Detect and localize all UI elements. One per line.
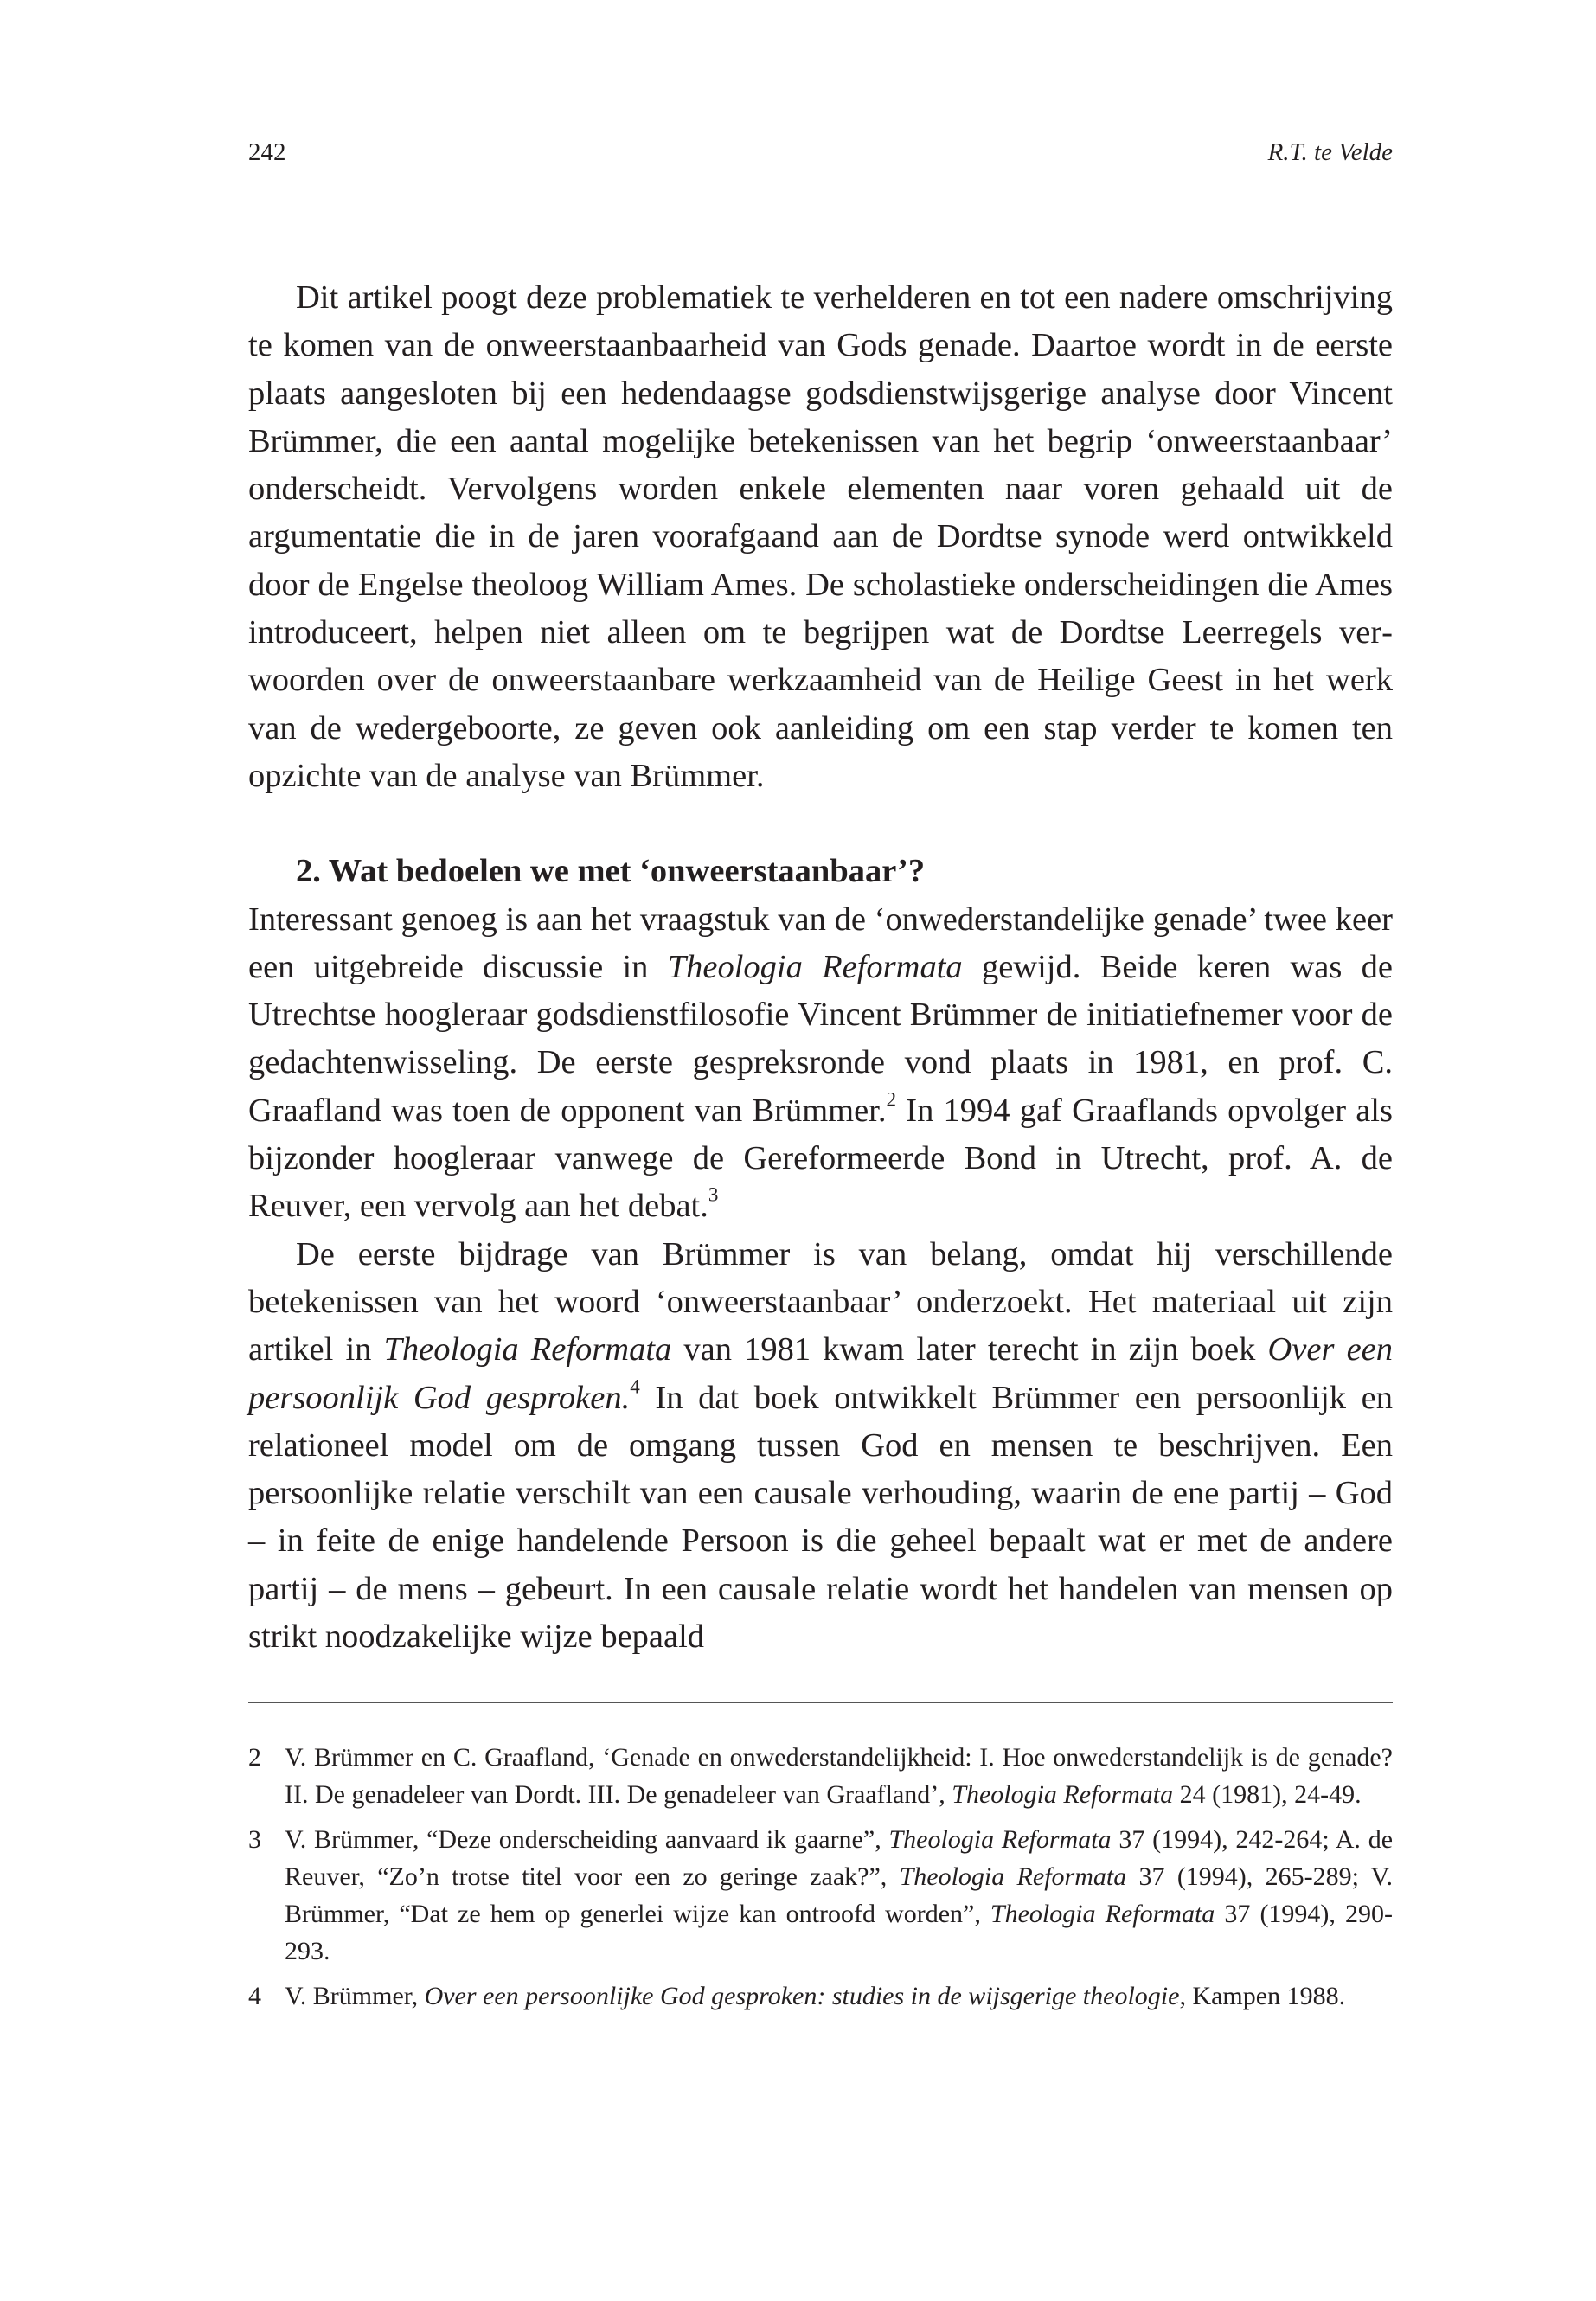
text-run: In dat boek ontwikkelt Brümmer een persoonlijk en relationeel model om de omgang tussen God en mensen te beschrijven. Een persoonlijke relatie verschilt van een causale verhouding, waarin de ene partij – God – in feite de enige handelende Persoon is die geheel bepaalt wat er met de andere partij – de mens – gebeurt. In een causale relatie wordt het handelen van mensen op strikt noodzakelijke wijze bepaald [248,1379,1394,1656]
text-run: In 1994 gaf Graaflands opvolger als bijzonder hoogleraar vanwege de Gereformeerde Bond in Utrecht, prof. A. de Reuver, een vervolg aan het debat. [248,1092,1393,1225]
footnote-number: 2 [248,1743,261,1772]
journal-title: Theologia Reformata [888,1825,1112,1854]
text-run: , Kampen 1988. [1179,1982,1346,2010]
paragraph: Dit artikel poogt deze problematiek te verhelderen en tot een nadere omschrijving te komen van de onweerstaanbaarheid van Gods genade. Daartoe wordt in de eerste plaats aangesloten bij een hedendaagse godsdienstwijsgerige analyse door Vincent Brümmer, die een aantal mogelijke betekenissen van het begrip ‘onweerstaanbaar’ onderscheidt. Vervolgens worden enkele elementen naar voren gehaald uit de argumentatie die in de jaren voorafgaand aan de Dordtse synode werd ontwikkeld door de Engelse theoloog William Ames. De scholastieke onderscheidingen die Ames introduceert, helpen niet alleen om te begrijpen wat de Dordtse Leerregels verwoorden over de onweerstaanbare werkzaamheid van de Heilige Geest in het werk van de wedergeboorte, ze geven ook aanleiding om een stap verder te komen ten opzichte van de analyse van Brümmer. [248,279,1393,794]
footnote-number: 3 [248,1825,261,1854]
page-number: 242 [248,138,286,166]
footnote-item [248,1739,1393,1813]
text-run: gewijd. Beide keren was de Utrechtse hoogleraar godsdienstfilosofie Vincent Brümmer de initiatiefnemer voor de gedachtenwisseling. De eerste gespreksronde vond plaats in 1981, en prof. C. Graafland was toen de opponent van Brümmer. [248,948,1393,1129]
footnote-divider [248,1702,1393,1703]
running-head [248,138,1393,167]
text-run: 37 (1994), 290-293. [285,1900,1393,1965]
journal-title: Theologia Reformata [899,1862,1127,1891]
text-run: V. Brümmer en C. Graafland, ‘Genade en onwederstandelijkheid: I. Hoe onwederstandelijk is de genade? II. De genadeleer van Dordt. III. De genadeleer van Graafland’, [285,1743,1393,1809]
footnote-number: 4 [248,1982,261,2010]
text-run: van 1981 kwam later terecht in zijn boek [671,1331,1268,1368]
section-heading: 2. Wat bedoelen we met ‘onweerstaanbaar’? [296,853,926,890]
text-run: V. Brümmer, [285,1982,425,2010]
paragraph [248,896,1393,1231]
main-text [248,274,1393,1661]
book-title: Over een persoonlijke God gesproken: studies in de wijsgerige theologie [424,1982,1180,2010]
journal-title: Theologia Reformata [990,1900,1215,1928]
paragraph [248,1231,1393,1662]
book-title: Over een persoonlijk God gesproken. [248,1331,1394,1416]
text-run: Interessant genoeg is aan het vraagstuk van de ‘onwederstandelijke genade’ twee keer een uitgebreide discussie in [248,901,1393,985]
footnote-item [248,1821,1393,1970]
journal-title: Theologia Reformata [952,1780,1174,1809]
text-run: 37 (1994), 265-289; V. Brümmer, “Dat ze hem op generlei wijze kan ontroofd worden”, [285,1862,1393,1928]
text-run: V. Brümmer, “Deze onderscheiding aanvaard ik gaarne”, [285,1825,889,1854]
footnote-text [285,1977,1393,2015]
footnote-reference[interactable]: 3 [708,1183,719,1207]
footnote-text [285,1821,1393,1970]
journal-title: Theologia Reformata [383,1331,672,1368]
text-run: 24 (1981), 24-49. [1173,1780,1362,1809]
text-run: 37 (1994), 242-264; A. de Reuver, “Zo’n trotse titel voor een zo geringe zaak?”, [285,1825,1394,1891]
footnote-item [248,1977,1393,2015]
footnotes [248,1739,1393,2022]
footnote-reference[interactable]: 2 [886,1087,897,1111]
footnote-text [285,1739,1393,1813]
footnote-reference[interactable]: 4 [630,1375,640,1398]
running-head-author: R.T. te Velde [1267,138,1393,166]
text-run: De eerste bijdrage van Brümmer is van belang, omdat hij verschillende betekenissen van het woord ‘onweerstaanbaar’ onderzoekt. Het materiaal uit zijn artikel in [248,1235,1393,1368]
journal-title: Theologia Reformata [667,948,963,985]
